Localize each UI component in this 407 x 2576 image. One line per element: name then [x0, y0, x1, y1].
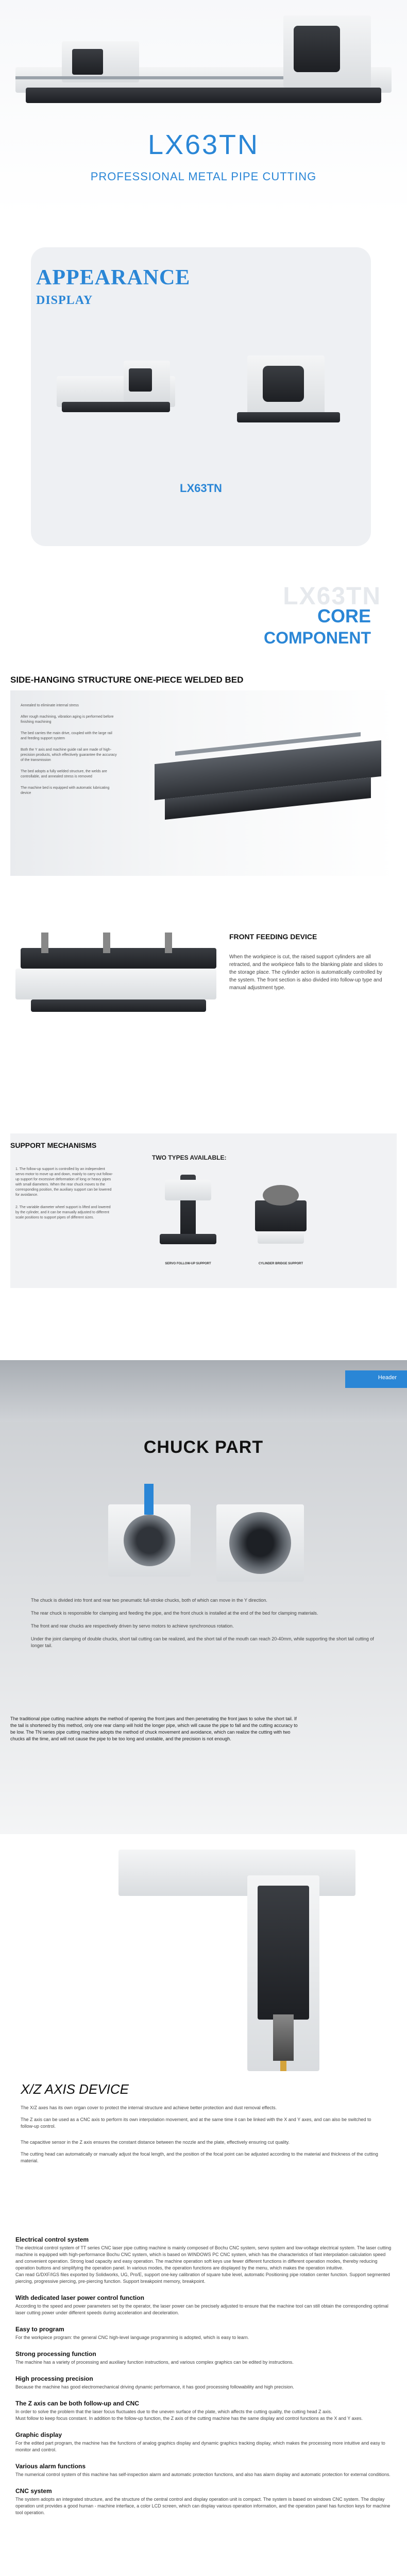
- support-type1-image: [149, 1170, 227, 1257]
- bed-note: The bed carries the main drive, coupled with the large rail and feeding support system: [21, 732, 112, 740]
- spec-title: CNC system: [15, 2487, 52, 2495]
- spec-text: The electrical control system of TT series CNC laser pipe cutting machine is mainly composed of Bochu CNC system, servo system and low-voltage electrical system. The laser cutting machine is equipped with high-performance Bochu CNC system, which is based on WINDOWS PC CNC system, which has the characteristics of fast interpolation calculation speed and convenient operation. Strong load capacity and easy operation. The machine operation soft keys use fewer different functions in different operation modes, thereby reducing operation buttons and simplifying the operation panel. In various modes, the operation functions are displayed by the menu, which makes the operation intuitive. Can read G/DXF/IGS files exported by Solidworks, UG, Pro/E, support one-key calibration of square tube level, automatic Positioning pipe rotation center function. Support segmented piercing, progressive piercing, pre-piercing function. Support breakpoint memory, breakpoint.: [15, 2245, 392, 2284]
- hero-model-title: LX63TN: [147, 129, 260, 160]
- chuck-paragraph-bold: The traditional pipe cutting machine adopts the method of opening the front jaws and then penetrating the front jaws to solve the short tail. If the tail is shortened by this method, only one rear clamp will hold the longer pipe, which will cause the pipe to fall and the cutting accuracy to be low. The TN series pipe cutting machine adopts the method of chuck movement and avoidance, which can realize the cutting with two chucks all the time, and will not cause the pipe to be too long and unstable, and the precision is not enough.: [10, 1716, 298, 1741]
- support-title: SUPPORT MECHANISMS: [10, 1141, 97, 1149]
- spec-title: The Z axis can be both follow-up and CNC: [15, 2400, 140, 2407]
- spec-text: The numerical control system of this machine has self-inspection alarm and automatic protection functions, and also has alarm display and automatic protection for external conditions.: [15, 2472, 391, 2477]
- xz-axis-section: [0, 1834, 407, 2221]
- xz-paragraph: The cutting head can automatically or manually adjust the focal length, and the position of the focal point can be adjusted according to the material and thickness of the cutting material.: [21, 2151, 378, 2163]
- support-type1-label: SERVO FOLLOW-UP SUPPORT: [165, 1262, 211, 1265]
- support-type2-label: CYLINDER BRIDGE SUPPORT: [258, 1262, 303, 1265]
- front-feed-image: [10, 917, 222, 1036]
- appearance-image-side: [216, 345, 350, 433]
- core-component-header: [0, 577, 407, 665]
- spec-text: The system adopts an integrated structure, and the structure of the central control and display operation unit is compact. The system is based on windows CNC system. The display operation unit provides a good human - machine interface, a color LCD screen, which can display various operation information, and the operation panel has function keys for machine tool operation.: [15, 2497, 391, 2515]
- chuck-image-rear: [98, 1484, 201, 1592]
- appearance-image-front: [57, 355, 191, 433]
- bed-image: [155, 721, 381, 835]
- hero-section: [0, 0, 407, 216]
- spec-text: In order to solve the problem that the laser focus fluctuates due to the uneven surface of the plate, which affects the cutting quality, the cutting head Z axis. Must follow to keep focus constant. In addition to the follow-up function, the Z axis of the cutting machine has the same display and control functions as the X and Y axes.: [15, 2409, 363, 2421]
- appearance-section: [0, 216, 407, 577]
- xz-paragraph: The capacitive sensor in the Z axis ensures the constant distance between the nozzle and the plate, effectively ensuring cut quality.: [21, 2140, 290, 2145]
- appearance-model-label: LX63TN: [180, 482, 222, 495]
- spec-item: [15, 2294, 392, 2316]
- core-subtitle: COMPONENT: [264, 629, 371, 647]
- spec-item: [15, 2487, 392, 2516]
- spec-title: Graphic display: [15, 2431, 62, 2438]
- spec-item: [15, 2375, 392, 2391]
- chuck-title: CHUCK PART: [143, 1437, 264, 1457]
- spec-text: The machine has a variety of processing and auxiliary function instructions, and various complex graphics can be edited by instructions.: [15, 2360, 294, 2365]
- core-watermark: LX63TN: [283, 583, 381, 610]
- specs-section: [0, 2221, 407, 2576]
- front-feed-title: FRONT FEEDING DEVICE: [229, 933, 317, 941]
- spec-item: [15, 2400, 392, 2422]
- xz-paragraph: The X/Z axes has its own organ cover to protect the internal structure and achieve better protection and dust removal effects.: [21, 2105, 277, 2110]
- xz-paragraph: The Z axis can be used as a CNC axis to perform its own interpolation movement, and at the same time it can be linked with the X and Y axes, and can also be switched to follow-up control.: [21, 2117, 371, 2129]
- support-point: 1. The follow-up support is controlled by an independent servo motor to move up and down, mainly to carry out follow-up support for excessive deformation of long or heavy pipes with small diameters. When the rear chuck moves to the corresponding position, the auxiliary support can be lowered for avoidance.: [15, 1167, 113, 1197]
- spec-item: [15, 2236, 392, 2285]
- spec-text: Because the machine has good electromechanical driving dynamic performance, it has good processing followability and high precision.: [15, 2384, 294, 2389]
- bed-note: The bed adopts a fully welded structure, the welds are controllable, and annealed stress is removed: [21, 770, 107, 778]
- spec-title: Easy to program: [15, 2326, 64, 2333]
- chuck-paragraph: The rear chuck is responsible for clamping and feeding the pipe, and the front chuck is installed at the end of the bed for clamping materials.: [31, 1611, 318, 1616]
- bed-note: Annealed to eliminate internal stress: [21, 704, 79, 707]
- xz-axis-image: [103, 1844, 371, 2081]
- spec-item: [15, 2463, 392, 2478]
- chuck-paragraph: The front and rear chucks are respectively driven by servo motors to achieve synchronous rotation.: [31, 1623, 234, 1629]
- spec-title: Various alarm functions: [15, 2463, 86, 2470]
- bed-note: The machine bed is equipped with automatic lubricating device: [21, 786, 110, 795]
- spec-item: [15, 2326, 392, 2341]
- bed-notes-panel: [10, 690, 397, 876]
- xz-axis-title: X/Z AXIS DEVICE: [21, 2081, 129, 2097]
- spec-title: High processing precision: [15, 2375, 93, 2382]
- spec-text: For the edited part program, the machine has the functions of analog graphics display and dynamic graphics tracking display, which makes the processing more intuitive and easy to monitor and control.: [15, 2441, 385, 2452]
- chuck-paragraph: Under the joint clamping of double chucks, short tail cutting can be realized, and the short tail of the mouth can reach 20-40mm, while supporting the short tail cutting of longer tail.: [31, 1636, 374, 1648]
- front-feed-section: [0, 896, 407, 1123]
- appearance-subtitle: DISPLAY: [36, 294, 93, 307]
- chuck-image-front: [211, 1494, 314, 1592]
- bed-title: SIDE-HANGING STRUCTURE ONE-PIECE WELDED BED: [10, 675, 244, 685]
- spec-item: [15, 2431, 392, 2453]
- chuck-paragraph: The chuck is divided into front and rear two pneumatic full-stroke chucks, both of which can move in the Y direction.: [31, 1598, 267, 1603]
- spec-title: Strong processing function: [15, 2350, 96, 2358]
- chuck-top-image: [0, 1360, 407, 1422]
- chuck-section: [0, 1360, 407, 1834]
- core-title: CORE: [317, 605, 371, 626]
- spec-text: For the workpiece program: the general CNC high-level language programming is adopted, which is easy to learn.: [15, 2335, 249, 2340]
- hero-machine-image: [15, 10, 392, 113]
- hero-tagline: PROFESSIONAL METAL PIPE CUTTING: [90, 170, 317, 183]
- support-section: [0, 1123, 407, 1360]
- support-point: 2. The variable diameter wheel support is lifted and lowered by the cylinder, and it can be manually adjusted to different scale positions to support pipes of different sizes.: [15, 1206, 111, 1219]
- support-types-title: TWO TYPES AVAILABLE:: [152, 1154, 227, 1161]
- bed-note: Both the Y axis and machine guide rail are made of high-precision products, which effectively guarantee the accuracy of the transmission: [21, 748, 117, 762]
- bed-section: [0, 665, 407, 896]
- appearance-title: APPEARANCE: [36, 266, 191, 290]
- support-type2-image: [242, 1170, 319, 1257]
- spec-text: According to the speed and power parameters set by the operator, the laser power can be precisely adjusted to ensure that the machine tool can still obtain the corresponding optimal laser cutting power under different speeds during acceleration and deceleration.: [15, 2303, 388, 2315]
- spec-title: Electrical control system: [15, 2236, 89, 2243]
- spec-title: With dedicated laser power control function: [15, 2294, 144, 2301]
- chuck-badge: Header: [378, 1375, 397, 1381]
- bed-note: After rough machining, vibration aging is performed before finishing machining: [21, 715, 114, 724]
- front-feed-text: When the workpiece is cut, the raised support cylinders are all retracted, and the workpiece falls to the blanking plate and slides to the storage place. The cylinder action is automatically controlled by the system. The front section is also divided into follow-up type and manual adjustment type.: [229, 954, 383, 991]
- spec-item: [15, 2350, 392, 2366]
